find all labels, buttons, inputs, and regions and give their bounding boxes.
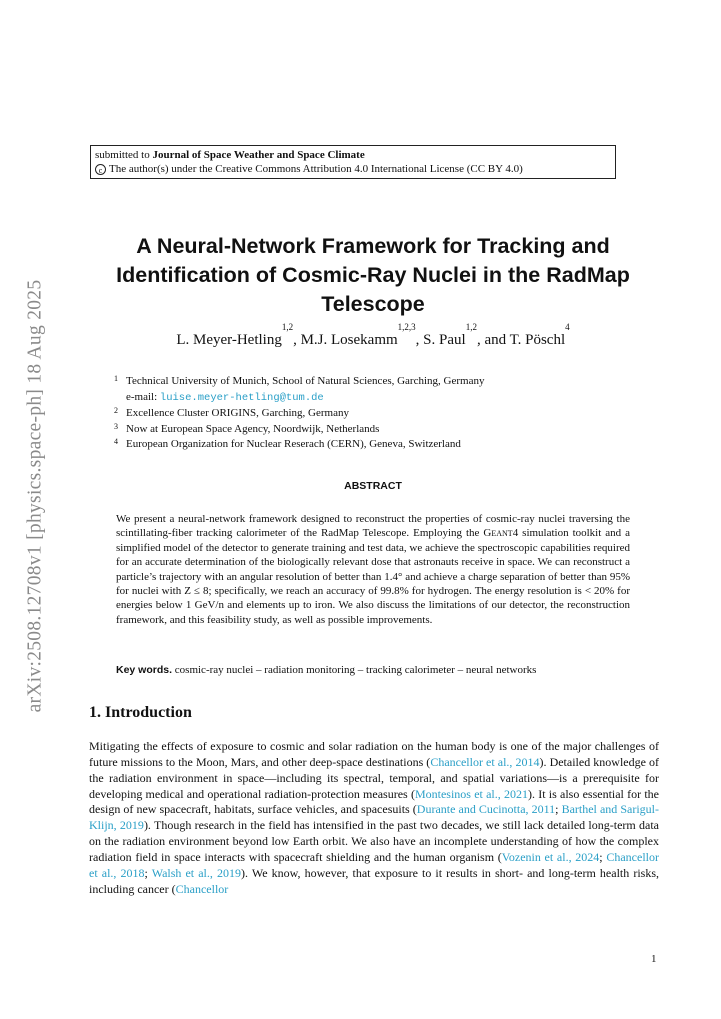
citation-link[interactable]: Montesinos et al., 2021 (414, 786, 528, 801)
license-text: The author(s) under the Creative Commons Attribution 4.0 International License (CC BY 4.0) (109, 163, 523, 175)
keywords-label: Key words. (116, 664, 173, 676)
keywords-text: cosmic-ray nuclei – radiation monitoring – tracking calorimeter – neural networks (172, 664, 537, 676)
intro-text: ). We know, however, that exposure to it results in short- and long-term health risks, including cancer ( (89, 865, 659, 896)
affiliation-number: 2 (114, 406, 118, 415)
affiliation-number: 4 (114, 437, 118, 446)
section-title-introduction: 1. Introduction (89, 704, 192, 721)
page-number: 1 (651, 953, 657, 965)
abstract-heading: ABSTRACT (344, 480, 402, 492)
affiliation-text: Technical University of Munich, School of Natural Sciences, Garching, Germany (126, 375, 485, 387)
intro-text: ). Though research in the field has intensified in the past two decades, we still lack detailed long-term data on the radiation environment beyond low Earth orbit. We also have an incomplete understanding of how the complex radiation field in space interacts with spacecraft shielding and the human organism ( (89, 818, 659, 864)
citation-link[interactable]: Durante and Cucinotta, 2011 (416, 802, 556, 817)
author-separator: , (415, 332, 424, 348)
submission-line (95, 148, 611, 162)
author-affiliation-marker: 1,2 (465, 322, 477, 332)
paper-title: A Neural-Network Framework for Tracking and Identification of Cosmic-Ray Nuclei in the RadMap Telescope (116, 234, 630, 316)
author-name: T. Pöschl (509, 332, 566, 348)
affiliation-list (112, 374, 632, 453)
affiliation-line (112, 390, 632, 407)
author-name: L. Meyer-Hetling (176, 332, 282, 348)
citation-link[interactable]: Chancellor et al., 2014 (430, 754, 540, 769)
affiliation-line (112, 422, 632, 438)
author-name: M.J. Losekamm (300, 332, 398, 348)
affiliation-text: Excellence Cluster ORIGINS, Garching, Germany (126, 407, 349, 419)
citation-link[interactable]: Chancellor et al., 2018 (89, 849, 659, 880)
author-affiliation-marker: 4 (565, 322, 570, 332)
intro-text: ). It is also essential for the design of new spacecraft, habitats, surface vehicles, and spacesuits ( (89, 786, 660, 817)
intro-text: ; (144, 865, 152, 880)
citation-link[interactable]: Vozenin et al., 2024 (501, 849, 600, 864)
author-affiliation-marker: 1,2 (281, 322, 294, 332)
affiliation-line (112, 406, 632, 422)
citation-link[interactable]: Chancellor (175, 881, 229, 896)
intro-text: Mitigating the effects of exposure to cosmic and solar radiation on the human body is one of the major challenges of future missions to the Moon, Mars, and other deep-space destinations ( (89, 739, 659, 769)
submission-box (90, 145, 616, 179)
journal-name: Journal of Space Weather and Space Climate (152, 149, 365, 161)
copyright-icon: c (95, 164, 106, 175)
license-line (95, 162, 611, 176)
author-separator: , and (476, 332, 510, 348)
affiliation-line (112, 374, 632, 390)
abstract-part-2: 4 simulation toolkit and a simplified model of the detector to generate training and test data, we achieve the spectroscopic capabilities required for an accurate determination of the biologically relevant dose that astronauts receive in space. We can reconstruct a particle’s trajectory with an angular resolution of better than 1.4° and achieve a charge separation of better than 95% for nuclei with Z ≤ 8; specifically, we reach an accuracy of 99.8% for hydrogen. The energy resolution is < 20% for energies below 1 GeV/n and elements up to iron. We also discuss the limitations of our detector, the reconstruction framework, and this feasibility study, as well as possible improvements. (116, 527, 631, 626)
introduction-paragraph (89, 739, 659, 897)
affiliation-text: European Organization for Nuclear Reserach (CERN), Geneva, Switzerland (126, 438, 461, 450)
affiliation-number: 3 (114, 421, 118, 431)
abstract-text (116, 512, 630, 627)
intro-text: ; (555, 802, 562, 817)
citation-link[interactable]: Walsh et al., 2019 (151, 865, 241, 880)
citation-link[interactable]: Barthel and Sarigul-Klijn, 2019 (89, 802, 659, 833)
arxiv-id-text: arXiv:2508.12708v1 [physics.space-ph] 18 Aug 2025 (24, 279, 45, 713)
keywords (116, 664, 630, 676)
affiliation-text: Now at European Space Agency, Noordwijk, Netherlands (126, 422, 380, 435)
geant-name: Geant (483, 527, 513, 540)
author-name: S. Paul (423, 332, 466, 348)
author-affiliation-marker: 1,2,3 (397, 322, 416, 332)
email-prefix: e-mail: (126, 390, 160, 403)
abstract-part-1: We present a neural-network framework designed to reconstruct the properties of cosmic-ray nuclei traversing the scintillating-fiber tracking calorimeter of the RadMap Telescope. Employing the (116, 513, 630, 540)
intro-text: ; (599, 849, 607, 864)
submission-prefix: submitted to (95, 149, 153, 161)
affiliation-line (112, 437, 632, 453)
affiliation-number: 1 (114, 374, 118, 383)
author-email-link[interactable]: luise.meyer-hetling@tum.de (159, 391, 324, 404)
intro-text: ). Detailed knowledge of the radiation environment in space—including its spectral, temporal, and spatial variations—is a prerequisite for developing medical and operational radiation-protection measures ( (89, 754, 660, 801)
author-list (80, 322, 666, 350)
author-separator: , (293, 332, 301, 348)
arxiv-stamp (18, 242, 52, 750)
